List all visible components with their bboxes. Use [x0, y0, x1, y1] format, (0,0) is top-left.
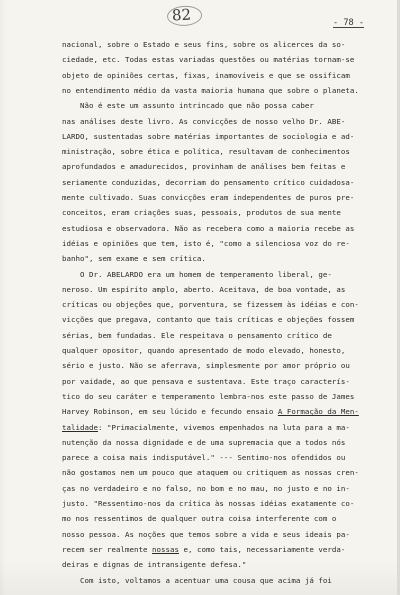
text-line: LARDO, sustentadas sobre matérias importantes de sociologia e ad-	[62, 131, 355, 141]
text-line: idéias e opiniões que tem, isto é, "como a silenciosa voz do re-	[62, 238, 350, 248]
text-line: mente cultivado. Suas convicções eram independentes de puros pre-	[62, 193, 355, 202]
text-line: sérias, bem fundadas. Ele respeitava o pensamento crítico de	[62, 330, 332, 340]
text-line: qualquer opositor, quando apresentado de modo elevado, honesto,	[62, 346, 346, 355]
text-line: recem ser realmente nossas e, como tais, necessariamente verda-	[62, 544, 346, 554]
text-line: nosso pessoa. As noções que temos sobre a vida e seus ideais pa-	[62, 529, 350, 539]
text-line: Com isto, voltamos a acentuar uma cousa que acima já foi	[62, 575, 332, 585]
text-line: sério e justo. Não se aferrava, simplesmente por amor próprio ou	[62, 361, 350, 371]
text-line: nutenção da nossa dignidade e de uma supremacia que a todos nós	[62, 437, 346, 447]
typed-page-number: - 78 -	[333, 18, 365, 28]
text-line: Harvey Robinson, em seu lúcido e fecundo ensaio A Formação da Men-	[62, 407, 359, 417]
text-line: seriamente conduzidas, decorriam do pensamento crítico cuidadosa-	[62, 177, 355, 187]
text-line: vicções que pregava, contanto que tais críticas e objeções fossem	[62, 315, 355, 325]
text-line: ministração, sobre ética e política, resultavam de conhecimentos	[62, 147, 350, 157]
text-line: ças no verdadeiro e no falso, no bom e no mau, no justo e no in-	[62, 483, 350, 493]
text-line: aprofundados e amadurecidos, provinham de análises bem feitas e	[62, 162, 346, 172]
text-line: não gostamos nem um pouco que ataquem ou critiquem as nossas cren-	[62, 468, 359, 478]
text-line: mo nos ressentimos de qualquer outra coisa interferente com o	[62, 514, 337, 524]
text-line: neroso. Um espírito amplo, aberto. Aceitava, de boa vontade, as	[62, 284, 346, 294]
text-line: no entendimento médio da vasta maioria humana que sobre o planeta.	[62, 85, 359, 95]
text-line: justo. "Ressentimo-nos da crítica às nossas idéias exatamente co-	[62, 499, 355, 508]
text-line: críticas ou objeções que, porventura, se fizessem às idéias e con-	[62, 300, 359, 310]
text-line: Não é este um assunto intrincado que não possa caber	[62, 101, 314, 111]
handwritten-page-number: 82	[172, 6, 192, 25]
text-line: objeto de opiniões certas, fixas, inamovíveis e que se ossificam	[62, 70, 350, 80]
text-line: deiras e dignas de intransigente defesa."	[62, 560, 247, 570]
text-line: conceitos, eram criações suas, pessoais, produtos de sua mente	[62, 208, 341, 218]
text-line: por vaidade, ao que pensava e sustentava. Este traço caracterís-	[62, 376, 350, 386]
text-line: nas análises deste livro. As convicções de nosso velho Dr. ABE-	[62, 116, 346, 126]
text-line: banho", sem exame e sem crítica.	[62, 254, 206, 264]
text-line: O Dr. ABELARDO era um homem de temperamento liberal, ge-	[62, 269, 332, 279]
text-line: nacional, sobre o Estado e seus fins, sobre os alicerces da so-	[62, 40, 346, 49]
text-line: estudiosa e observadora. Não as recebera como a maioria recebe as	[62, 223, 355, 233]
text-line: tico do seu caráter e temperamento lembra-nos este passo de James	[62, 391, 355, 401]
text-line: parece a coisa mais indisputável." --- Sentimo-nos ofendidos ou	[62, 453, 346, 463]
text-line: talidade: "Primacialmente, vivemos empenhados na luta para a ma-	[62, 422, 350, 432]
text-line: ciedade, etc. Todas estas variadas questões ou matérias tornam-se	[62, 55, 355, 65]
